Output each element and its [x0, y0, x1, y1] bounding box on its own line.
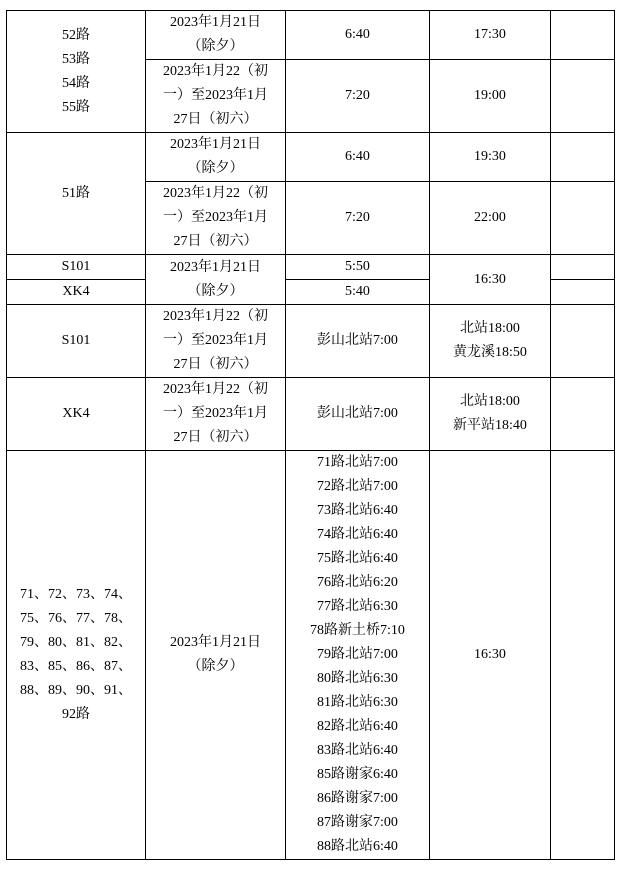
table-row — [7, 305, 615, 378]
first-bus-cell: 7:20 — [286, 182, 430, 255]
last-bus-cell: 19:00 — [430, 60, 551, 133]
date-cell: 2023年1月21日 （除夕） — [146, 11, 286, 60]
last-bus-cell: 16:30 — [430, 451, 551, 860]
route-cell: 71、72、73、74、 75、76、77、78、 79、80、81、82、 83、85、86、87、 88、89、90、91、 92路 — [7, 451, 146, 860]
date-cell: 2023年1月21日 （除夕） — [146, 255, 286, 305]
first-bus-cell: 6:40 — [286, 11, 430, 60]
date-cell: 2023年1月22（初 一）至2023年1月 27日（初六） — [146, 182, 286, 255]
last-bus-cell: 16:30 — [430, 255, 551, 305]
first-bus-cell: 6:40 — [286, 133, 430, 182]
note-cell — [551, 451, 615, 860]
date-cell: 2023年1月22（初 一）至2023年1月 27日（初六） — [146, 378, 286, 451]
first-bus-cell: 彭山北站7:00 — [286, 305, 430, 378]
note-cell — [551, 60, 615, 133]
first-bus-cell: 5:40 — [286, 280, 430, 305]
date-cell: 2023年1月22（初 一）至2023年1月 27日（初六） — [146, 60, 286, 133]
last-bus-cell: 北站18:00 黄龙溪18:50 — [430, 305, 551, 378]
route-cell: S101 — [7, 305, 146, 378]
note-cell — [551, 305, 615, 378]
table-row — [7, 133, 615, 182]
first-bus-cell: 7:20 — [286, 60, 430, 133]
table-row — [7, 378, 615, 451]
note-cell — [551, 133, 615, 182]
table-row — [7, 451, 615, 860]
route-cell: XK4 — [7, 378, 146, 451]
last-bus-cell: 17:30 — [430, 11, 551, 60]
route-cell: 51路 — [7, 133, 146, 255]
route-cell: 52路 53路 54路 55路 — [7, 11, 146, 133]
first-bus-cell: 5:50 — [286, 255, 430, 280]
date-cell: 2023年1月21日 （除夕） — [146, 451, 286, 860]
note-cell — [551, 182, 615, 255]
note-cell — [551, 378, 615, 451]
note-cell — [551, 280, 615, 305]
note-cell — [551, 11, 615, 60]
first-bus-cell: 彭山北站7:00 — [286, 378, 430, 451]
table-row — [7, 11, 615, 60]
note-cell — [551, 255, 615, 280]
route-cell: XK4 — [7, 280, 146, 305]
last-bus-cell: 北站18:00 新平站18:40 — [430, 378, 551, 451]
date-cell: 2023年1月21日 （除夕） — [146, 133, 286, 182]
last-bus-cell: 19:30 — [430, 133, 551, 182]
first-bus-cell: 71路北站7:00 72路北站7:00 73路北站6:40 74路北站6:40 75路北站6:40 76路北站6:20 77路北站6:30 78路新土桥7:10 79路北站7:00 80路北站6:30 81路北站6:30 82路北站6:40 83路北站6:40 85路谢家6:40 86路谢家7:00 87路谢家7:00 88路北站6:40 — [286, 451, 430, 860]
date-cell: 2023年1月22（初 一）至2023年1月 27日（初六） — [146, 305, 286, 378]
route-cell: S101 — [7, 255, 146, 280]
last-bus-cell: 22:00 — [430, 182, 551, 255]
table-row — [7, 255, 615, 280]
bus-schedule-table — [6, 10, 615, 860]
